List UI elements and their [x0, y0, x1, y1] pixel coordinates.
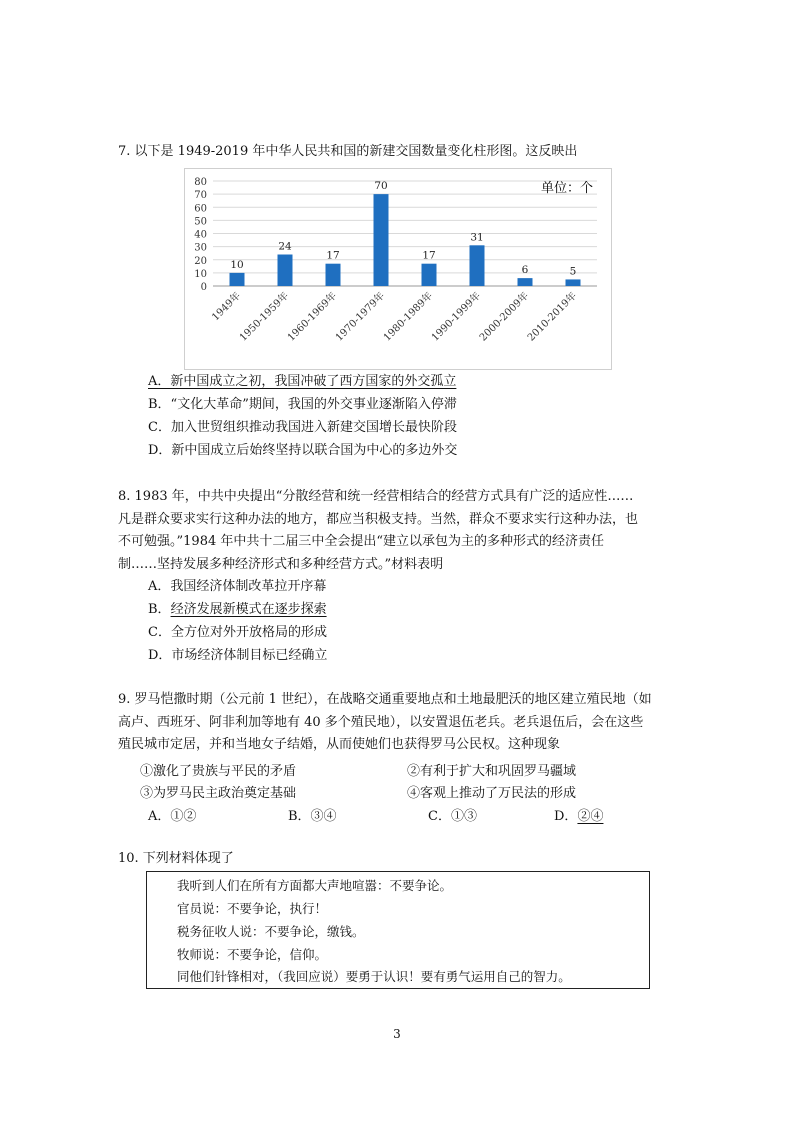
bar-data-label: 17: [326, 249, 340, 262]
bar: [518, 278, 533, 286]
q8-option-c[interactable]: C．全方位对外开放格局的形成: [148, 625, 327, 640]
bar-data-label: 5: [569, 265, 577, 278]
q9-option-c[interactable]: C．①③: [428, 809, 477, 824]
q10-quote-box: [146, 871, 650, 989]
q7-stem: 7. 以下是 1949-2019 年中华人民共和国的新建交国数量变化柱形图。这反映出: [118, 144, 578, 159]
q8-option-b-text: 经济发展新模式在逐步探索: [170, 602, 327, 617]
bar-data-label: 17: [422, 249, 436, 262]
q9-option-d-text: ②④: [577, 809, 604, 824]
q9-item-4: ④客观上推动了万民法的形成: [407, 786, 577, 801]
q9-item-1: ①激化了贵族与平民的矛盾: [140, 764, 297, 779]
q8-stem-line: 8. 1983 年，中共中央提出“分散经营和统一经营相结合的经营方式具有广泛的适应性……: [118, 489, 634, 504]
y-tick-label: 40: [194, 229, 207, 241]
bar: [230, 273, 245, 286]
y-tick-label: 50: [194, 216, 207, 228]
x-tick-label: 1949年: [210, 290, 244, 324]
chart-x-ticks: [209, 289, 579, 344]
quote-line: 官员说：不要争论，执行！: [177, 901, 328, 916]
y-tick-label: 80: [194, 177, 207, 188]
q8-stem-line: 凡是群众要求实行这种办法的地方，都应当积极支持。当然，群众不要求实行这种办法，也: [118, 511, 639, 527]
x-tick-label: 2010-2019年: [525, 290, 580, 344]
q7-option-a[interactable]: [148, 372, 456, 392]
bar: [326, 264, 341, 286]
q7-option-b[interactable]: B．“文化大革命”期间，我国的外交事业逐渐陷入停滞: [148, 397, 457, 412]
y-tick-label: 30: [194, 242, 207, 254]
chart-svg: [185, 169, 611, 369]
bar: [566, 279, 581, 286]
q8-option-d[interactable]: D．市场经济体制目标已经确立: [148, 648, 328, 663]
quote-line: 税务征收人说：不要争论，缴钱。: [177, 924, 365, 939]
bar: [278, 255, 293, 287]
chart-unit-label: 单位：个: [541, 181, 594, 196]
page-number: 3: [393, 1027, 401, 1041]
q9-option-d-letter: D．: [554, 809, 578, 824]
bar-chart: [184, 168, 612, 370]
y-tick-label: 60: [194, 203, 207, 215]
y-tick-label: 20: [194, 255, 207, 267]
bar: [374, 194, 389, 286]
q8-stem-line: 制……坚持发展多种经济形式和多种经营方式。”材料表明: [118, 556, 444, 572]
q8-option-b-letter: B．: [148, 602, 171, 617]
q9-stem-line: 高卢、西班牙、阿非利加等地有 40 多个殖民地），以安置退伍老兵。老兵退伍后，会在这些: [118, 714, 644, 730]
q9-option-d[interactable]: [554, 805, 603, 824]
x-tick-label: 1980-1989年: [381, 290, 436, 344]
bar-data-label: 31: [470, 231, 484, 244]
x-tick-label: 1960-1969年: [285, 290, 340, 344]
bar: [470, 245, 485, 286]
q8-stem-line: 不可勉强。”1984 年中共十二届三中全会提出“建立以承包为主的多种形式的经济责任: [118, 534, 605, 549]
x-tick-label: 1970-1979年: [333, 290, 388, 344]
chart-y-ticks: [194, 177, 207, 293]
q9-stem-line: 殖民城市定居，并和当地女子结婚，从而使她们也获得罗马公民权。这种现象: [118, 737, 561, 752]
y-tick-label: 70: [194, 190, 207, 202]
bar: [422, 264, 437, 286]
chart-gridlines: [213, 181, 597, 286]
quote-line: 我听到人们在所有方面都大声地喧嚣：不要争论。: [177, 878, 453, 893]
x-tick-label: 1990-1999年: [429, 290, 484, 344]
q10-stem: 10. 下列材料体现了: [118, 851, 234, 866]
q9-item-2: ②有利于扩大和巩固罗马疆域: [407, 764, 577, 779]
q8-stem: [118, 486, 678, 576]
bar-data-label: 24: [278, 240, 292, 253]
q9-stem: [118, 689, 678, 757]
q9-item-3: ③为罗马民主政治奠定基础: [140, 786, 297, 801]
bar-data-label: 70: [374, 180, 388, 193]
q9-option-b[interactable]: B．③④: [288, 809, 337, 824]
q7-option-d[interactable]: D．新中国成立后始终坚持以联合国为中心的多边外交: [148, 443, 458, 458]
quote-line: 牧师说：不要争论，信仰。: [177, 947, 328, 962]
quote-line: 同他们针锋相对，（我回应说）要勇于认识！要有勇气运用自己的智力。: [177, 969, 571, 984]
q7-option-a-text: A．新中国成立之初，我国冲破了西方国家的外交孤立: [148, 374, 457, 389]
q8-option-a[interactable]: A．我国经济体制改革拉开序幕: [148, 579, 327, 594]
q9-option-a[interactable]: A．①②: [148, 809, 197, 824]
y-tick-label: 10: [194, 268, 207, 280]
x-tick-label: 2000-2009年: [477, 290, 532, 344]
q9-stem-line: 9. 罗马恺撒时期（公元前 1 世纪），在战略交通重要地点和土地最肥沃的地区建立殖民地（如: [118, 692, 652, 707]
q7-option-c[interactable]: C．加入世贸组织推动我国进入新建交国增长最快阶段: [148, 420, 457, 435]
q8-option-b[interactable]: [148, 600, 327, 620]
bar-data-label: 10: [230, 258, 244, 271]
bar-data-label: 6: [521, 264, 529, 277]
x-tick-label: 1950-1959年: [237, 290, 292, 344]
y-tick-label: 0: [200, 282, 207, 293]
